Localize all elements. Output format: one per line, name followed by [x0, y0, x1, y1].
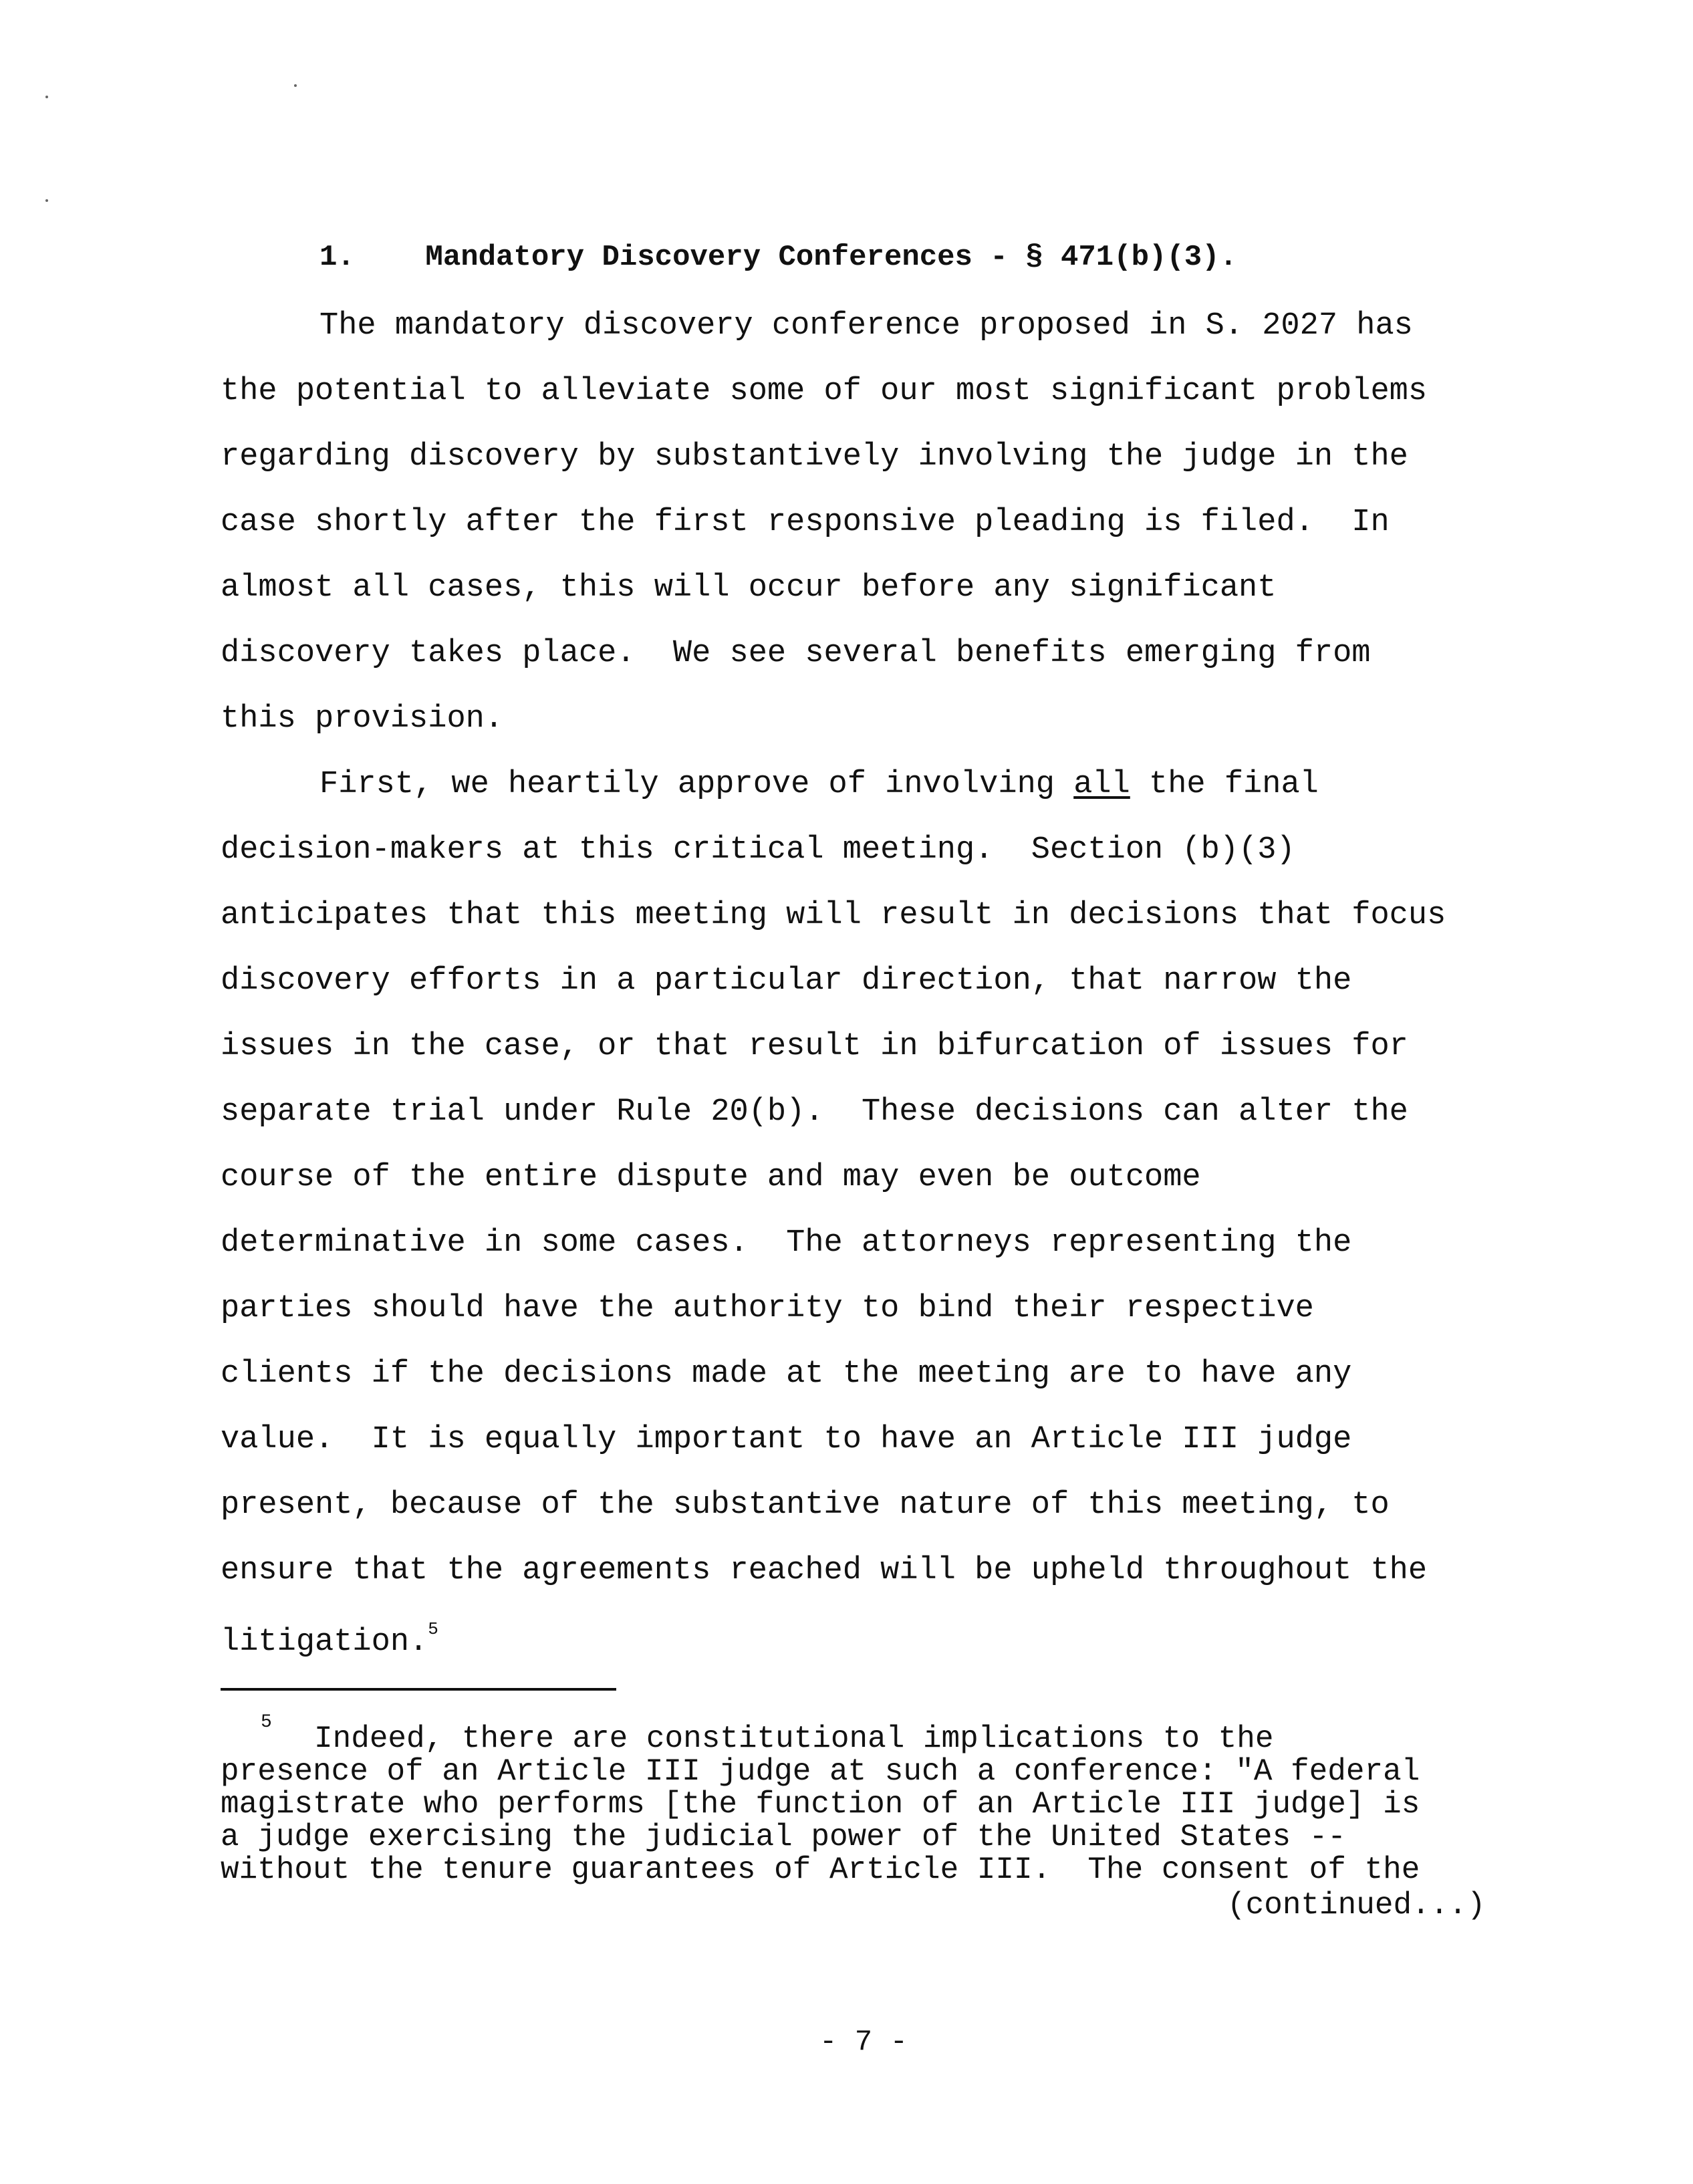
paragraph-2-line: anticipates that this meeting will result in decisions that focus [221, 898, 1446, 933]
footnote-reference: 5 [428, 1619, 438, 1639]
paragraph-1-line: case shortly after the first responsive pleading is filed. In [221, 505, 1390, 540]
section-heading: 1. Mandatory Discovery Conferences - § 471(b)(3). [319, 241, 1238, 274]
paragraph-2-line: discovery efforts in a particular direction, that narrow the [221, 963, 1352, 999]
scan-speck [45, 199, 48, 202]
paragraph-2-line: separate trial under Rule 20(b). These decisions can alter the [221, 1094, 1408, 1130]
paragraph-2-line: issues in the case, or that result in bifurcation of issues for [221, 1029, 1408, 1064]
paragraph-2-text: litigation. [221, 1624, 428, 1660]
paragraph-2-line: decision-makers at this critical meeting. Section (b)(3) [221, 832, 1295, 868]
footnote-line: without the tenure guarantees of Article III. The consent of the [221, 1852, 1420, 1887]
paragraph-2-line: clients if the decisions made at the meeting are to have any [221, 1356, 1352, 1392]
footnote-line: presence of an Article III judge at such a conference: "A federal [221, 1754, 1420, 1789]
paragraph-1-line: The mandatory discovery conference proposed in S. 2027 has [319, 308, 1413, 344]
paragraph-2-line: value. It is equally important to have an Article III judge [221, 1422, 1352, 1457]
paragraph-2-line: determinative in some cases. The attorneys representing the [221, 1225, 1352, 1261]
underlined-emphasis: all [1073, 767, 1130, 802]
footnote-mark: 5 [261, 1712, 272, 1733]
paragraph-2-line: ensure that the agreements reached will be upheld throughout the [221, 1553, 1428, 1588]
paragraph-2-text: the final [1130, 767, 1319, 802]
paragraph-2-text: First, we heartily approve of involving [319, 767, 1074, 802]
scan-speck [45, 96, 48, 98]
paragraph-2-last-line [221, 1620, 438, 1658]
paragraph-2-line: parties should have the authority to bind their respective [221, 1291, 1314, 1326]
paragraph-1-line: the potential to alleviate some of our most significant problems [221, 374, 1428, 409]
paragraph-2-line: present, because of the substantive nature of this meeting, to [221, 1487, 1390, 1523]
paragraph-1-line: discovery takes place. We see several benefits emerging from [221, 636, 1371, 671]
paragraph-2-line: course of the entire dispute and may even be outcome [221, 1160, 1201, 1195]
footnote-line: a judge exercising the judicial power of the United States -- [221, 1820, 1346, 1854]
paragraph-1-line: this provision. [221, 701, 504, 737]
paragraph-1-line: almost all cases, this will occur before any significant [221, 570, 1277, 606]
footnote-line: Indeed, there are constitutional implications to the [314, 1721, 1274, 1756]
page-number: - 7 - [819, 2026, 908, 2059]
footnote-continued: (continued...) [1227, 1888, 1486, 1923]
paragraph-2-first-line [319, 769, 1319, 800]
scan-speck [294, 84, 297, 87]
footnote-line: magistrate who performs [the function of an Article III judge] is [221, 1787, 1420, 1822]
paragraph-1-line: regarding discovery by substantively involving the judge in the [221, 439, 1408, 475]
footnote-separator [221, 1688, 616, 1691]
